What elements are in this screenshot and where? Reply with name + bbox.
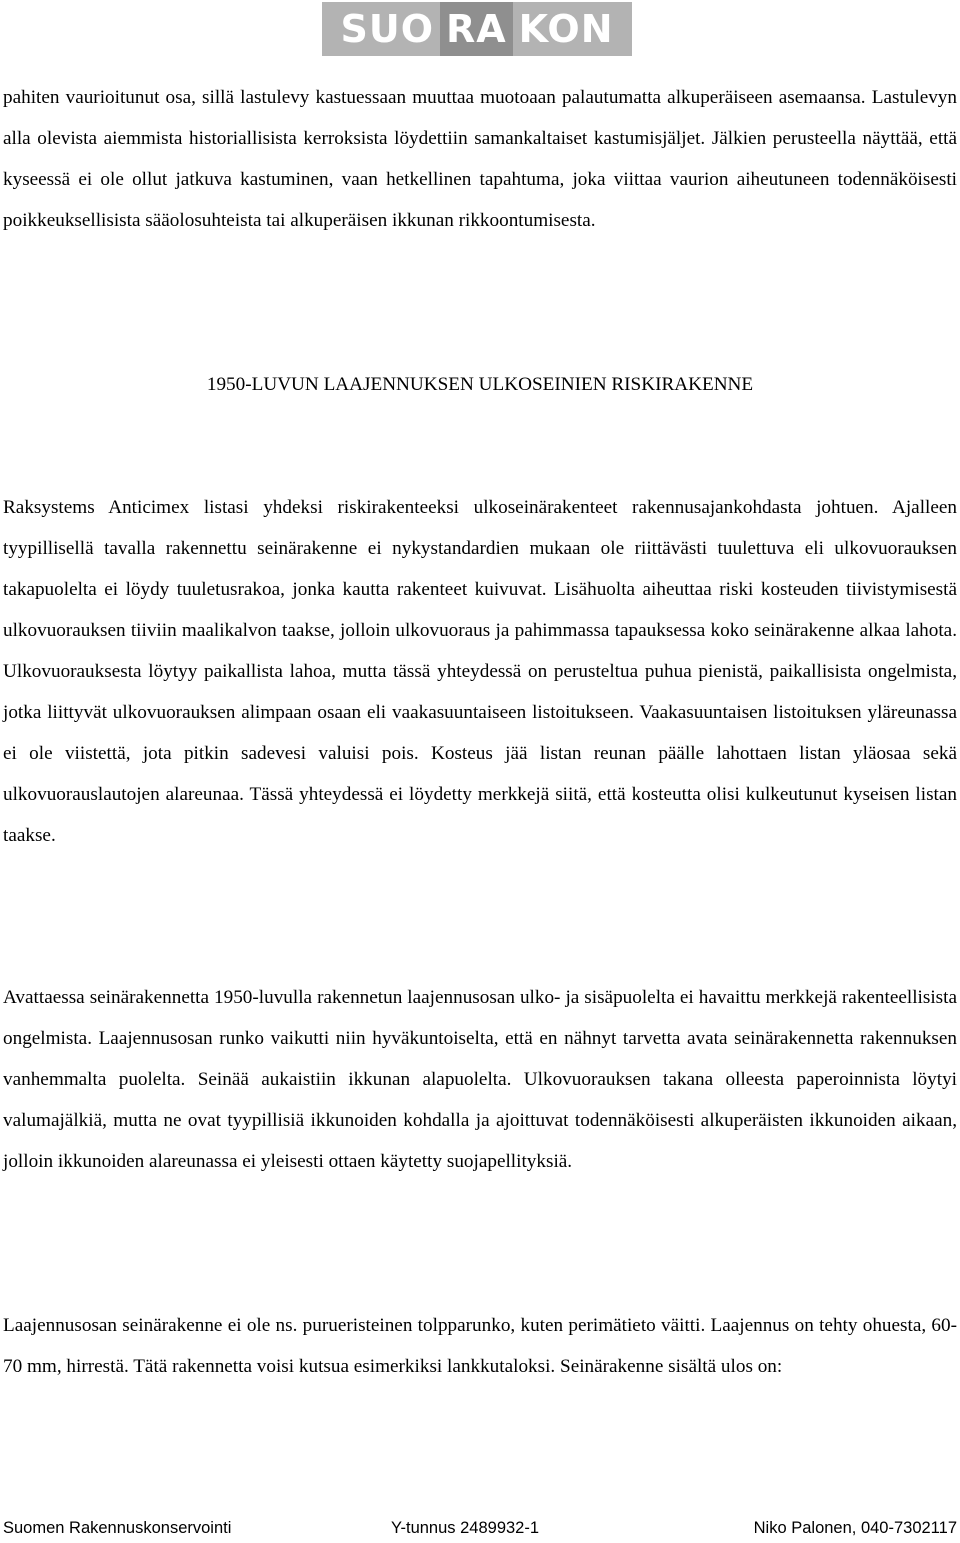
page-footer [3, 1515, 957, 1541]
footer-contact: Niko Palonen, 040-7302117 [753, 1519, 957, 1537]
footer-company: Suomen Rakennuskonservointi [3, 1519, 232, 1537]
paragraph-3: Avattaessa seinärakennetta 1950-luvulla rakennetun laajennusosan ulko- ja sisäpuolelta ei havaittu merkkejä rakenteellisista ongelmista. Laajennusosan runko vaikutti niin hyväkuntoiselta, että en nähnyt tarvetta avata seinärakennetta rakennuksen vanhemmalta puolelta. Seinää aukaistiin ikkunan alapuolelta. Ulkovuorauksen takana olleesta paperoinnista löytyi valumajälkiä, mutta ne ovat tyypillisiä ikkunoiden kohdalla ja ajoittuvat todennäköisesti alkuperäisten ikkunoiden aikaan, jolloin ikkunoiden alareunassa ei yleisesti ottaen käytetty suojapellityksiä. [3, 987, 957, 1172]
section-heading: 1950-LUVUN LAAJENNUKSEN ULKOSEINIEN RISKIRAKENNE [206, 374, 754, 395]
logo-text-right: KON [518, 7, 614, 51]
logo-text-left: SUO [340, 7, 434, 51]
company-logo [322, 2, 632, 56]
logo-text-mid: RA [440, 2, 513, 56]
paragraph-4: Laajennusosan seinärakenne ei ole ns. purueristeinen tolpparunko, kuten perimätieto väitti. Laajennus on tehty ohuesta, 60-70 mm, hirrestä. Tätä rakennetta voisi kutsua esimerkiksi lankkutaloksi. Seinärakenne sisältä ulos on: [3, 1315, 957, 1377]
paragraph-1: pahiten vaurioitunut osa, sillä lastulevy kastuessaan muuttaa muotoaan palautumatta alkuperäiseen asemaansa. Lastulevyn alla olevista aiemmista historiallisista kerroksista löydettiin samankaltaiset kastumisjäljet. Jälkien perusteella näyttää, että kyseessä ei ole ollut jatkuva kastuminen, vaan hetkellinen tapahtuma, joka viittaa vaurion aiheutuneen todennäköisesti poikkeuksellisista sääolosuhteista tai alkuperäisen ikkunan rikkoontumisesta. [3, 87, 957, 231]
paragraph-2: Raksystems Anticimex listasi yhdeksi riskirakenteeksi ulkoseinärakenteet rakennusajankohdasta johtuen. Ajalleen tyypillisellä tavalla rakennettu seinärakenne ei nykystandardien mukaan ole riittävästi tuulettuva eli ulkovuorauksen takapuolelta ei löydy tuuletusrakoa, jonka kautta rakenteet kuivuvat. Lisähuolta aiheuttaa riski kosteuden tiivistymisestä ulkovuorauksen tiiviin maalikalvon taakse, jolloin ulkovuoraus ja pahimmassa tapauksessa koko seinärakenne alkaa lahota. Ulkovuorauksesta löytyy paikallista lahoa, mutta tässä yhteydessä on perusteltua puhua pienistä, paikallisista ongelmista, jotka liittyvät ulkovuorauksen alimpaan osaan eli vaakasuuntaiseen listoitukseen. Vaakasuuntaisen listoituksen yläreunassa ei ole viistettä, jota pitkin sadevesi valuisi pois. Kosteus jää listan reunan päälle lahottaen listan yläosaa sekä ulkovuorauslautojen alareunaa. Tässä yhteydessä ei löydetty merkkejä siitä, että kosteutta olisi kulkeutunut kyseisen listan taakse. [3, 497, 957, 846]
footer-business-id: Y-tunnus 2489932-1 [391, 1519, 540, 1537]
